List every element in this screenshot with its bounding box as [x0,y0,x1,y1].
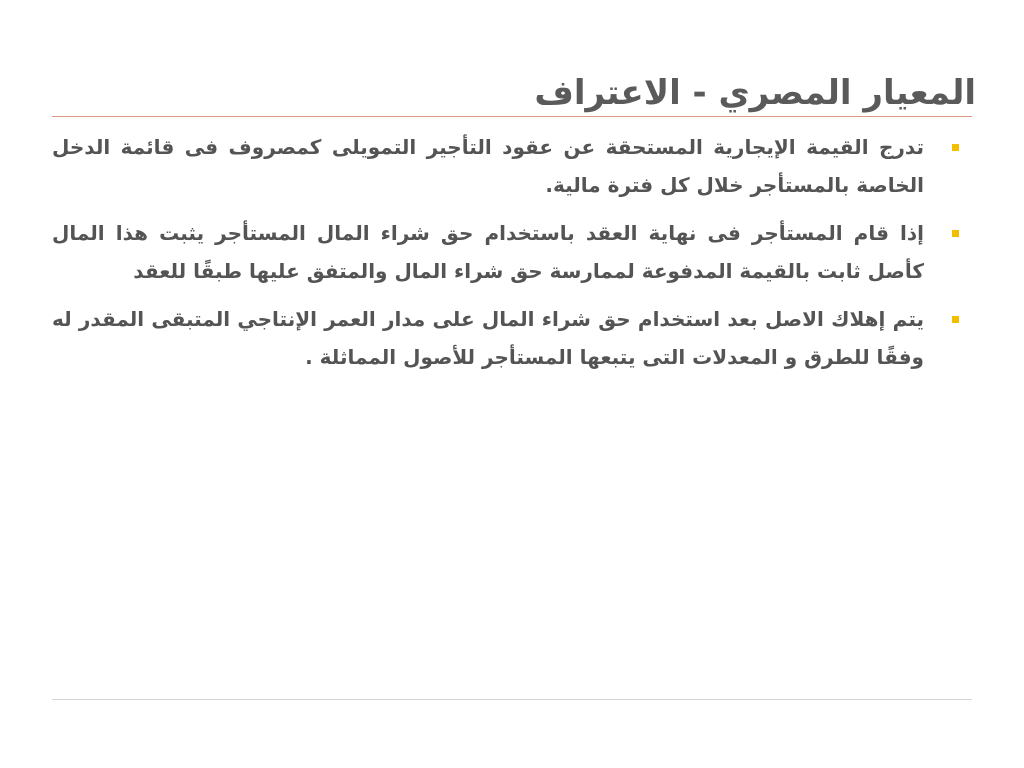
square-bullet-icon [952,230,959,237]
bullet-text: تدرج القيمة الإيجارية المستحقة عن عقود التأجير التمويلى كمصروف فى قائمة الدخل الخاصة بالمستأجر خلال كل فترة مالية. [52,135,924,197]
bullet-text: يتم إهلاك الاصل بعد استخدام حق شراء المال على مدار العمر الإنتاجي المتبقى المقدر له وفقًا للطرق و المعدلات التى يتبعها المستأجر للأصول المماثلة . [52,307,924,369]
square-bullet-icon [952,144,959,151]
bullet-text: إذا قام المستأجر فى نهاية العقد باستخدام حق شراء المال المستأجر يثبت هذا المال كأصل ثابت بالقيمة المدفوعة لممارسة حق شراء المال والمتفق عليها طبقًا للعقد [52,221,924,283]
square-bullet-icon [952,316,959,323]
bullet-item [52,300,972,376]
bullet-list [52,128,972,386]
bullet-item [52,214,972,290]
slide-title: المعيار المصري - الاعتراف [534,72,976,113]
bullet-item [52,128,972,204]
title-divider [52,116,972,117]
footer-divider [52,699,972,700]
